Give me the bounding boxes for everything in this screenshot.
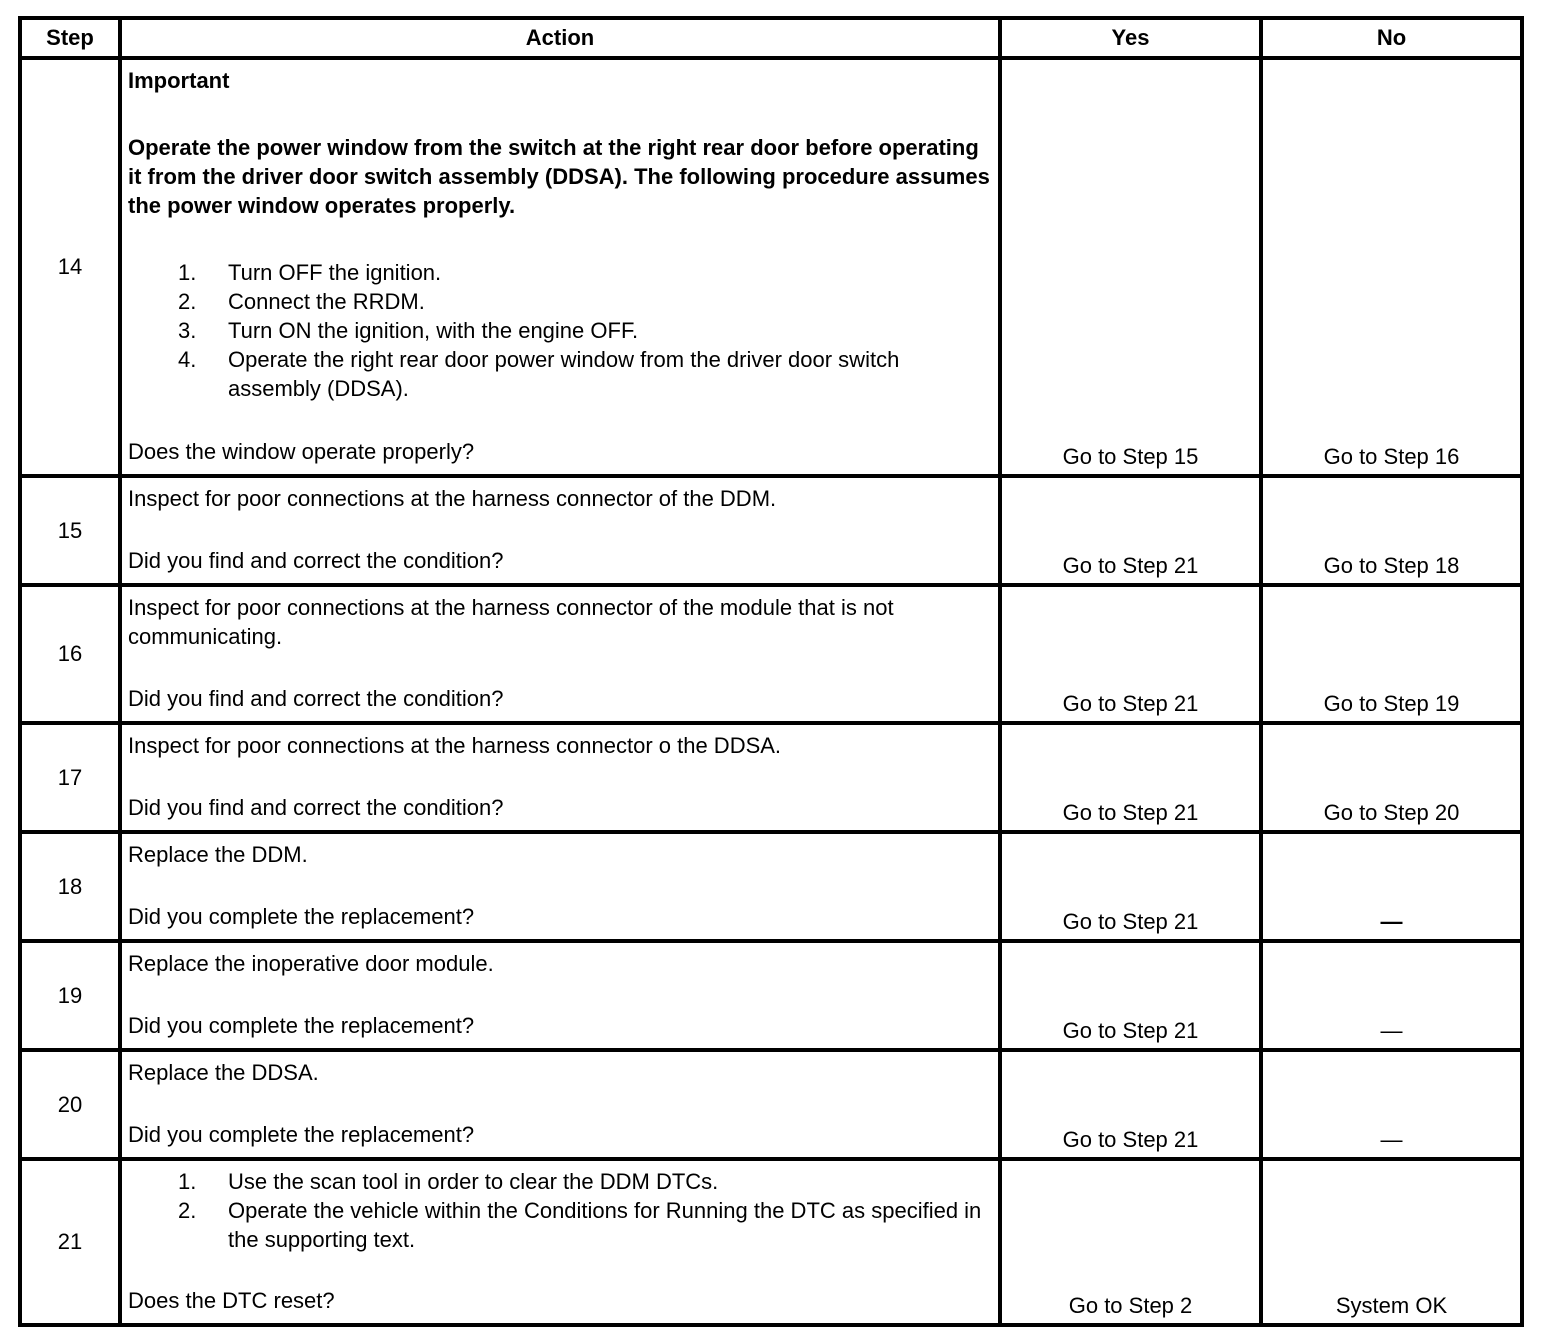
action-text: Replace the DDSA. — [128, 1060, 319, 1085]
table-row — [20, 941, 1522, 1050]
substep-list — [128, 258, 992, 403]
step-number: 16 — [20, 585, 120, 723]
question-text: Did you complete the replacement? — [128, 1122, 475, 1147]
no-outcome: Go to Step 18 — [1261, 476, 1522, 585]
step-number: 21 — [20, 1159, 120, 1325]
step-number: 18 — [20, 832, 120, 941]
substep: 3. Turn ON the ignition, with the engine OFF. — [178, 318, 639, 343]
important-text: Operate the power window from the switch at the right rear door before operating it from the driver door switch assembly (DDSA). The following procedure assumes the power window operates properly. — [128, 135, 990, 218]
table-row — [20, 58, 1522, 476]
step-number: 14 — [20, 58, 120, 476]
action-cell — [120, 1050, 1000, 1159]
no-outcome: — — [1261, 941, 1522, 1050]
yes-outcome: Go to Step 21 — [1000, 723, 1261, 832]
step-number: 15 — [20, 476, 120, 585]
table-row — [20, 1050, 1522, 1159]
diagnostic-steps-table — [18, 16, 1524, 1327]
important-title: Important — [128, 68, 230, 93]
no-outcome: Go to Step 19 — [1261, 585, 1522, 723]
action-text: Replace the inoperative door module. — [128, 951, 494, 976]
header-row — [20, 18, 1522, 58]
no-outcome: System OK — [1261, 1159, 1522, 1325]
no-outcome: — — [1261, 1050, 1522, 1159]
action-cell — [120, 832, 1000, 941]
yes-outcome: Go to Step 21 — [1000, 585, 1261, 723]
action-text: Inspect for poor connections at the harness connector of the DDM. — [128, 486, 777, 511]
header-no: No — [1261, 18, 1522, 58]
yes-outcome: Go to Step 21 — [1000, 476, 1261, 585]
action-text: Replace the DDM. — [128, 842, 308, 867]
question-text: Does the window operate properly? — [128, 439, 475, 464]
substep-list — [128, 1167, 992, 1254]
table-row — [20, 832, 1522, 941]
step-number: 20 — [20, 1050, 120, 1159]
question-text: Did you find and correct the condition? — [128, 548, 504, 573]
action-cell — [120, 723, 1000, 832]
table-row — [20, 723, 1522, 832]
yes-outcome: Go to Step 21 — [1000, 832, 1261, 941]
step-number: 19 — [20, 941, 120, 1050]
action-text: Inspect for poor connections at the harness connector o the DDSA. — [128, 733, 782, 758]
header-action: Action — [120, 18, 1000, 58]
header-step: Step — [20, 18, 120, 58]
action-cell — [120, 476, 1000, 585]
substep: 2. Connect the RRDM. — [178, 289, 425, 314]
action-cell — [120, 585, 1000, 723]
table-row — [20, 585, 1522, 723]
question-text: Did you find and correct the condition? — [128, 686, 504, 711]
question-text: Did you complete the replacement? — [128, 1013, 475, 1038]
substep: 1. Turn OFF the ignition. — [178, 260, 442, 285]
no-outcome: Go to Step 16 — [1261, 58, 1522, 476]
no-outcome: — — [1261, 832, 1522, 941]
table-row — [20, 476, 1522, 585]
yes-outcome: Go to Step 21 — [1000, 1050, 1261, 1159]
yes-outcome: Go to Step 15 — [1000, 58, 1261, 476]
action-cell — [120, 1159, 1000, 1325]
substep: 2. Operate the vehicle within the Conditions for Running the DTC as specified in the supporting text. — [178, 1198, 982, 1252]
action-cell — [120, 58, 1000, 476]
substep: 4. Operate the right rear door power window from the driver door switch assembly (DDSA). — [178, 347, 900, 401]
question-text: Did you find and correct the condition? — [128, 795, 504, 820]
action-cell — [120, 941, 1000, 1050]
question-text: Did you complete the replacement? — [128, 904, 475, 929]
yes-outcome: Go to Step 2 — [1000, 1159, 1261, 1325]
header-yes: Yes — [1000, 18, 1261, 58]
yes-outcome: Go to Step 21 — [1000, 941, 1261, 1050]
table-row — [20, 1159, 1522, 1325]
question-text: Does the DTC reset? — [128, 1288, 335, 1313]
substep: 1. Use the scan tool in order to clear the DDM DTCs. — [178, 1169, 719, 1194]
step-number: 17 — [20, 723, 120, 832]
no-outcome: Go to Step 20 — [1261, 723, 1522, 832]
action-text: Inspect for poor connections at the harness connector of the module that is not communicating. — [128, 595, 894, 649]
